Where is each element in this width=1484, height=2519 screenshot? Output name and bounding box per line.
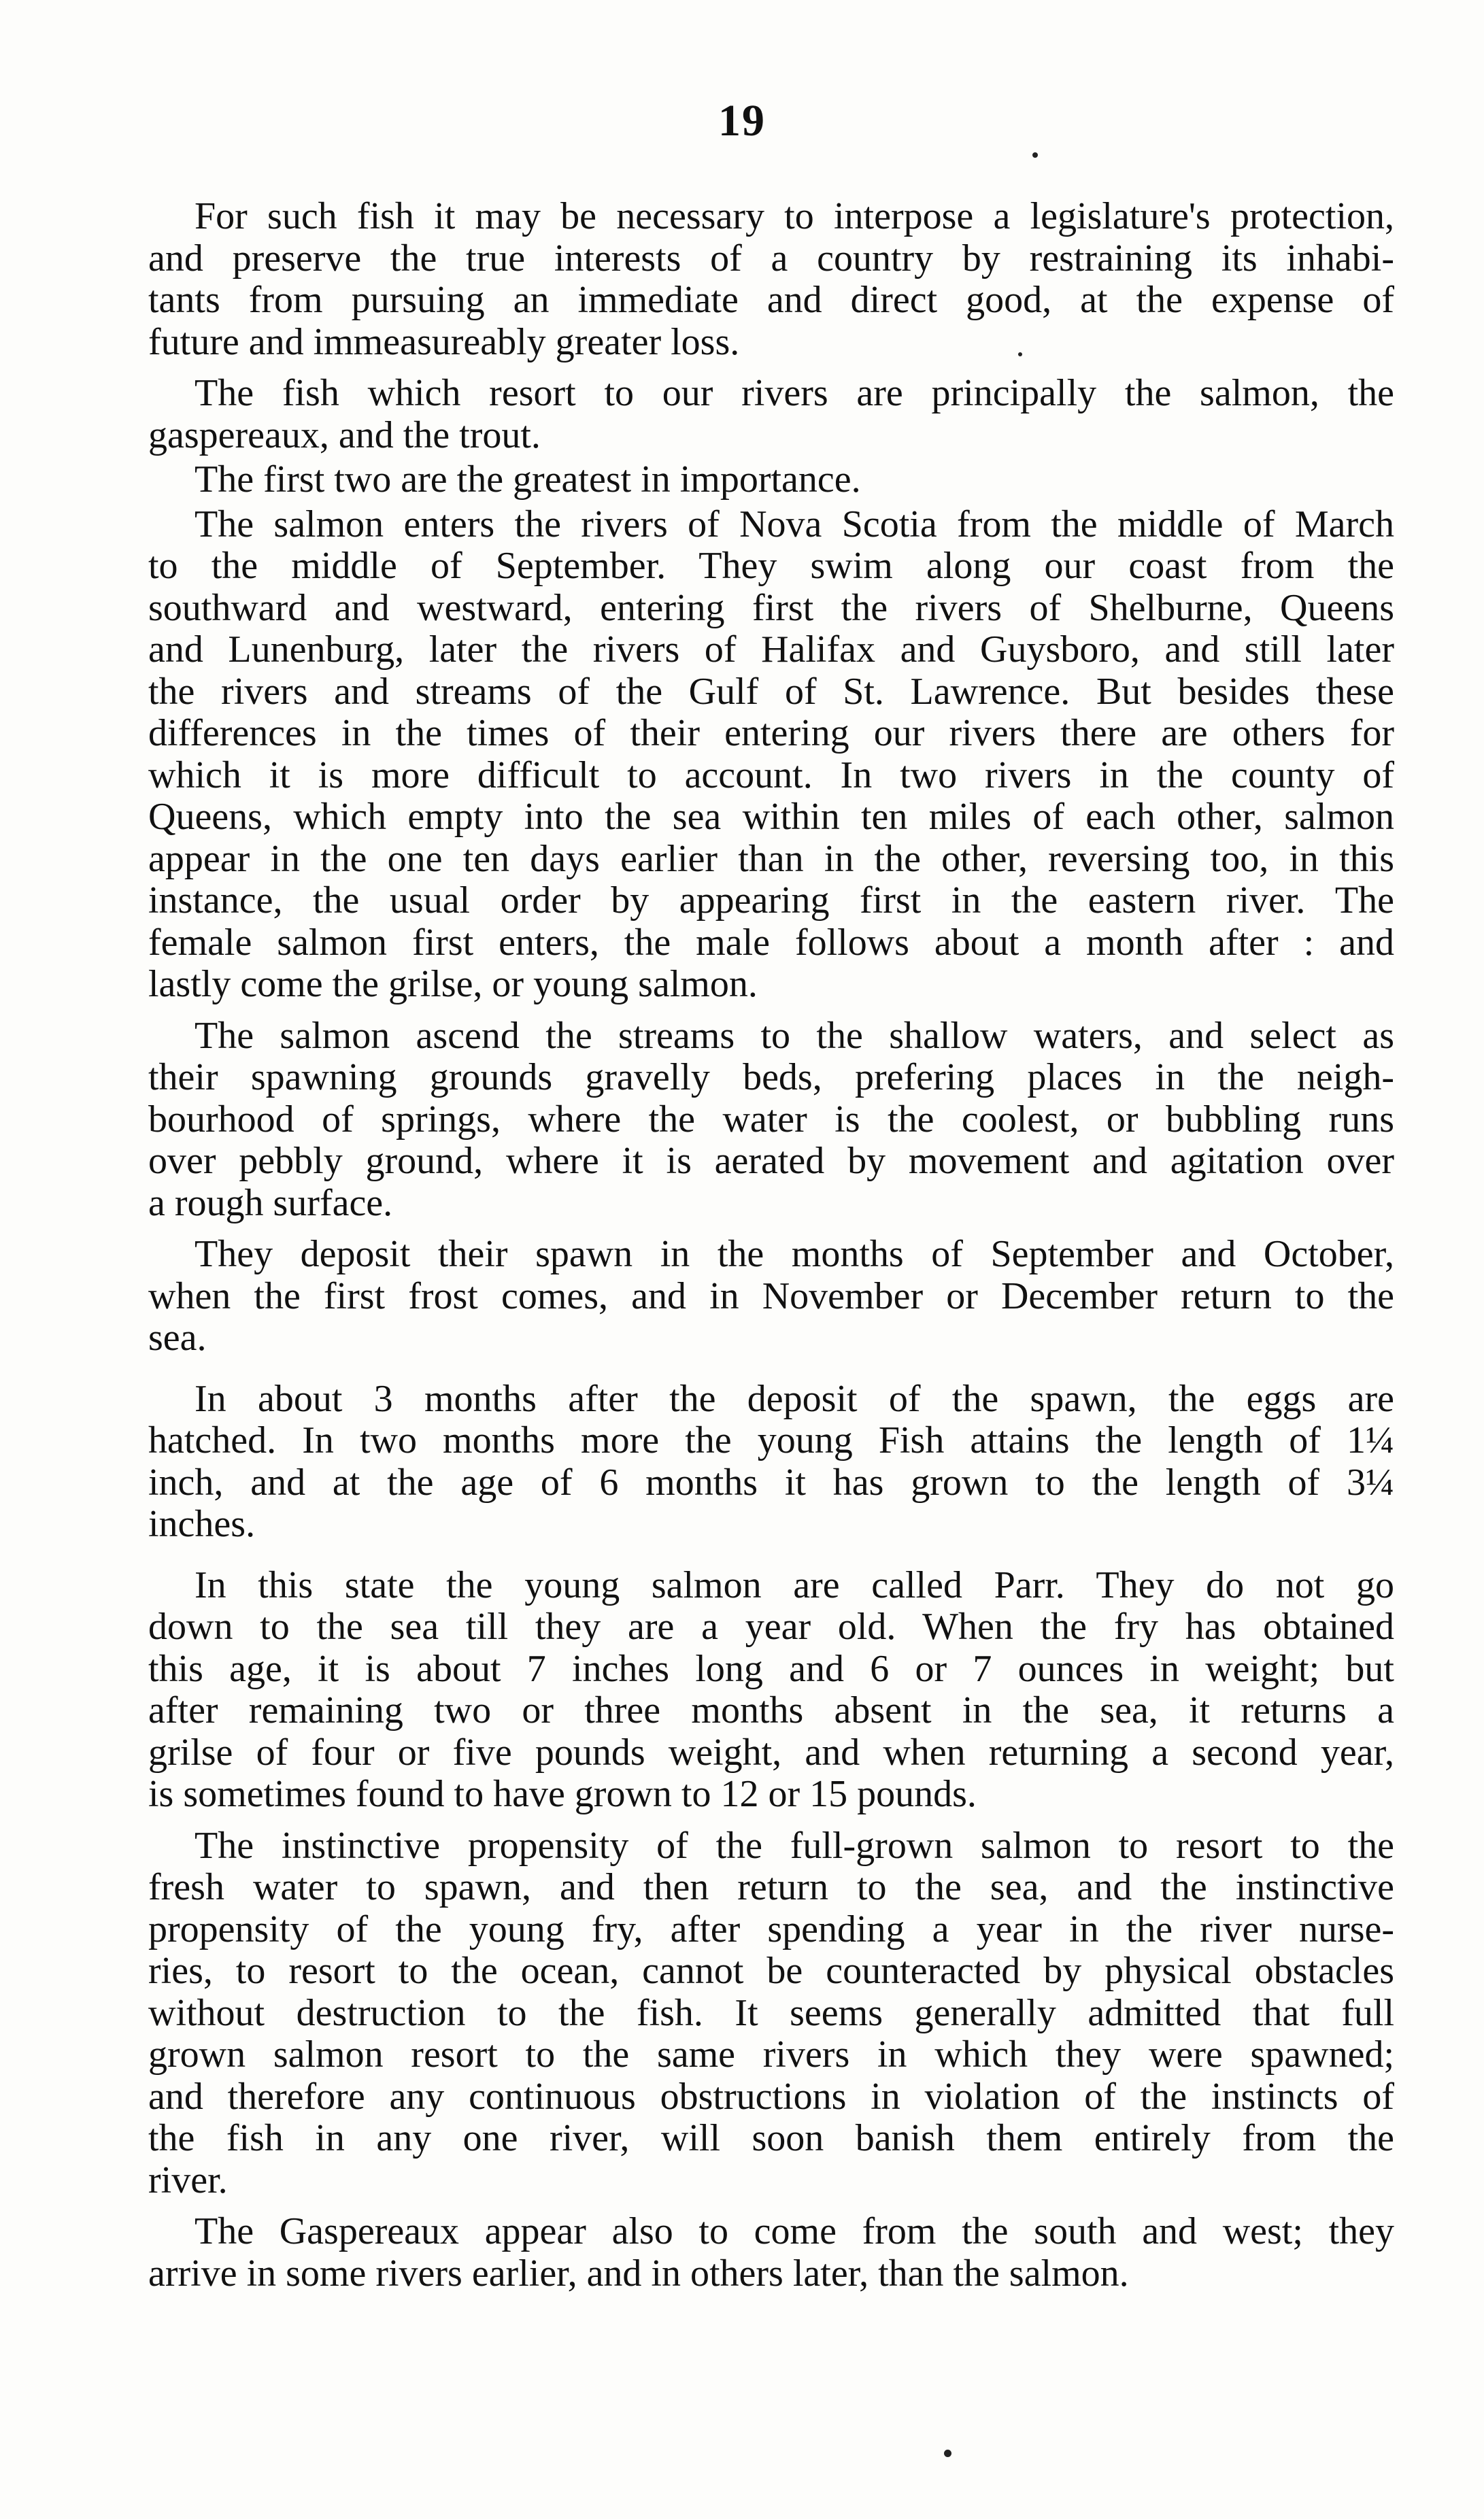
text-line: The first two are the greatest in importance.	[195, 458, 861, 501]
text-line: which it is more difficult to account. In two rivers in the county of	[148, 754, 1394, 796]
text-line: after remaining two or three months absent in the sea, it returns a	[148, 1689, 1394, 1731]
text-line: The instinctive propensity of the full-grown salmon to resort to the	[195, 1824, 1394, 1867]
text-line: when the first frost comes, and in November or December return to the	[148, 1274, 1394, 1317]
text-line: the fish in any one river, will soon banish them entirely from the	[148, 2117, 1394, 2159]
paragraph	[102, 504, 1394, 1006]
paragraph	[102, 196, 1394, 363]
text-line: The salmon ascend the streams to the shallow waters, and select as	[195, 1014, 1394, 1057]
paragraph	[102, 1379, 1394, 1546]
text-line: the rivers and streams of the Gulf of St. Lawrence. But besides these	[148, 670, 1394, 713]
page-number: 19	[718, 96, 766, 146]
text-line: In about 3 months after the deposit of the spawn, the eggs are	[195, 1377, 1394, 1420]
text-line: and therefore any continuous obstructions in violation of the instincts of	[148, 2075, 1394, 2118]
print-speck	[1032, 152, 1038, 158]
text-line: is sometimes found to have grown to 12 or 15 pounds.	[148, 1773, 977, 1815]
text-line: over pebbly ground, where it is aerated by movement and agitation over	[148, 1140, 1394, 1182]
text-line: Queens, which empty into the sea within ten miles of each other, salmon	[148, 796, 1394, 838]
text-line: gaspereaux, and the trout.	[148, 413, 541, 456]
text-line: future and immeasureably greater loss.	[148, 320, 740, 363]
text-line: down to the sea till they are a year old. When the fry has obtained	[148, 1606, 1394, 1648]
text-line: The Gaspereaux appear also to come from the south and west; they	[195, 2210, 1394, 2252]
text-line: The fish which resort to our rivers are principally the salmon, the	[195, 372, 1394, 414]
text-line: sea.	[148, 1317, 207, 1359]
text-line: lastly come the grilse, or young salmon.	[148, 963, 758, 1005]
text-line: this age, it is about 7 inches long and 6 or 7 ounces in weight; but	[148, 1647, 1394, 1690]
text-line: instance, the usual order by appearing first in the eastern river. The	[148, 879, 1394, 922]
text-line: to the middle of September. They swim along our coast from the	[148, 545, 1394, 587]
text-line: In this state the young salmon are called Parr. They do not go	[195, 1563, 1394, 1606]
text-line: their spawning grounds gravelly beds, prefering places in the neigh-	[148, 1056, 1394, 1098]
text-line: without destruction to the fish. It seems generally admitted that full	[148, 1991, 1394, 2034]
text-line: river.	[148, 2159, 228, 2201]
text-line: a rough surface.	[148, 1181, 393, 1224]
text-line: tants from pursuing an immediate and direct good, at the expense of	[148, 279, 1394, 321]
paragraph	[102, 1825, 1394, 2202]
text-line: arrive in some rivers earlier, and in others later, than the salmon.	[148, 2252, 1129, 2295]
text-line: inch, and at the age of 6 months it has grown to the length of 3¼	[148, 1461, 1394, 1504]
paragraph	[102, 1015, 1394, 1225]
text-line: appear in the one ten days earlier than in the other, reversing too, in this	[148, 837, 1394, 880]
text-line: southward and westward, entering first the rivers of Shelburne, Queens	[148, 586, 1394, 629]
paragraph	[102, 1234, 1394, 1359]
text-line: and preserve the true interests of a country by restraining its inhabi-	[148, 237, 1394, 280]
paragraph	[102, 1565, 1394, 1816]
text-line: and Lunenburg, later the rivers of Halifax and Guysboro, and still later	[148, 628, 1394, 671]
text-line: hatched. In two months more the young Fish attains the length of 1¼	[148, 1419, 1394, 1461]
paragraph	[102, 2211, 1394, 2295]
text-line: bourhood of springs, where the water is the coolest, or bubbling runs	[148, 1098, 1394, 1140]
text-line: grown salmon resort to the same rivers in which they were spawned;	[148, 2033, 1394, 2076]
text-line: differences in the times of their entering our rivers there are others for	[148, 712, 1394, 754]
text-line: The salmon enters the rivers of Nova Scotia from the middle of March	[195, 503, 1394, 545]
text-line: propensity of the young fry, after spending a year in the river nurse-	[148, 1908, 1394, 1950]
text-line: They deposit their spawn in the months of September and October,	[195, 1233, 1394, 1275]
print-speck	[944, 2450, 951, 2457]
text-line: grilse of four or five pounds weight, and when returning a second year,	[148, 1731, 1394, 1774]
paragraph	[102, 459, 1394, 501]
paragraph	[102, 373, 1394, 456]
body-text	[102, 196, 1394, 2304]
text-line: For such fish it may be necessary to interpose a legislature's protection,	[195, 195, 1394, 237]
text-line: ries, to resort to the ocean, cannot be counteracted by physical obstacles	[148, 1950, 1394, 1992]
text-line: female salmon first enters, the male follows about a month after : and	[148, 921, 1394, 964]
text-line: inches.	[148, 1503, 256, 1545]
text-line: fresh water to spawn, and then return to the sea, and the instinctive	[148, 1866, 1394, 1908]
